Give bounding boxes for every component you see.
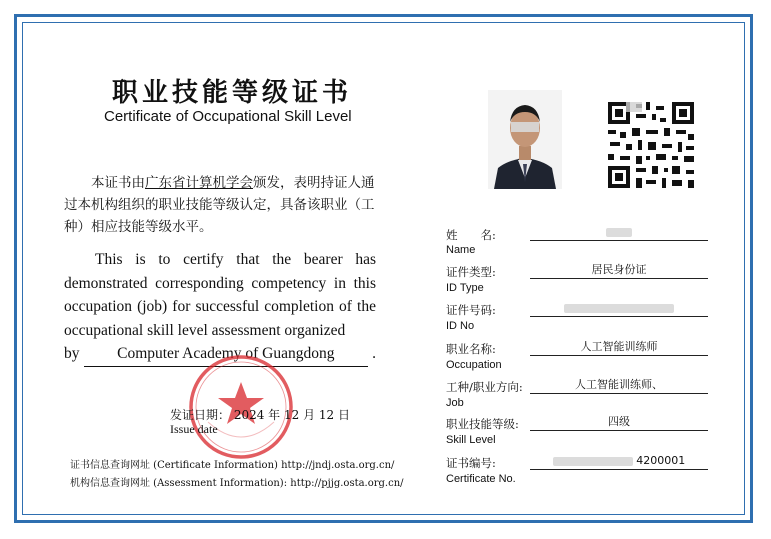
field-idno-value — [530, 300, 708, 317]
issue-date-en: Issue date — [170, 422, 218, 436]
field-idtype-label-en: ID Type — [446, 282, 484, 294]
field-occupation-label: 职业名称: — [446, 342, 496, 356]
statement-en-end: . — [372, 345, 376, 362]
field-job-value: 人工智能训练师、 — [530, 377, 708, 394]
portrait-photo — [488, 90, 562, 189]
qr-code-icon — [606, 100, 696, 190]
assessment-info-url: 机构信息查询网址 (Assessment Information): http://pjjg.osta.org.cn/ — [70, 478, 404, 489]
field-name-label-en: Name — [446, 244, 476, 256]
certificate-statement-cn — [64, 172, 382, 238]
certificate-title-en: Certificate of Occupational Skill Level — [104, 108, 352, 125]
field-skill-level-value: 四级 — [530, 414, 708, 431]
issuer-name-en: Computer Academy of Guangdong — [84, 342, 369, 367]
redacted-cert-no — [553, 457, 633, 466]
issue-date-cn: 发证日期： 2024 年 12 月 12 日 — [170, 408, 350, 422]
field-cert-no-label-en: Certificate No. — [446, 473, 516, 485]
statement-en-text: This is to certify that the bearer has demonstrated corresponding competency in this occupation (job) for successful completion of the occupational skill level assessment organized — [64, 251, 376, 339]
redacted-name — [606, 228, 632, 237]
field-idtype-value: 居民身份证 — [530, 262, 708, 279]
field-idno-label: 证件号码: — [446, 303, 496, 317]
issuer-name-cn: 广东省计算机学会 — [145, 175, 253, 191]
field-occupation-label-en: Occupation — [446, 359, 502, 371]
field-name-label: 姓 名: — [446, 228, 496, 242]
field-idno-label-en: ID No — [446, 320, 475, 332]
certificate-info-url: 证书信息查询网址 (Certificate Information) http://jndj.osta.org.cn/ — [70, 460, 395, 471]
field-skill-level-label-en: Skill Level — [446, 434, 496, 446]
field-cert-no-value — [530, 453, 708, 470]
field-job-label: 工种/职业方向: — [446, 380, 523, 394]
certificate-statement-en — [64, 248, 376, 367]
statement-rest: 颁发，表明持证人通过本机构组织的职业技能等级认定，具备该职业（工种）相应技能等级水平。 — [64, 175, 375, 235]
field-skill-level-label: 职业技能等级: — [446, 417, 519, 431]
statement-prefix: 本证书由 — [91, 175, 145, 191]
field-job-label-en: Job — [446, 397, 464, 409]
field-cert-no-label: 证书编号: — [446, 456, 496, 470]
field-occupation-value: 人工智能训练师 — [530, 339, 708, 356]
redacted-id-number — [564, 304, 674, 313]
cert-no-visible: 4200001 — [636, 454, 686, 467]
certificate-title-cn: 职业技能等级证书 — [112, 78, 353, 108]
statement-en-by: by — [64, 345, 80, 362]
field-idtype-label: 证件类型: — [446, 265, 496, 279]
field-name-value — [530, 224, 708, 241]
